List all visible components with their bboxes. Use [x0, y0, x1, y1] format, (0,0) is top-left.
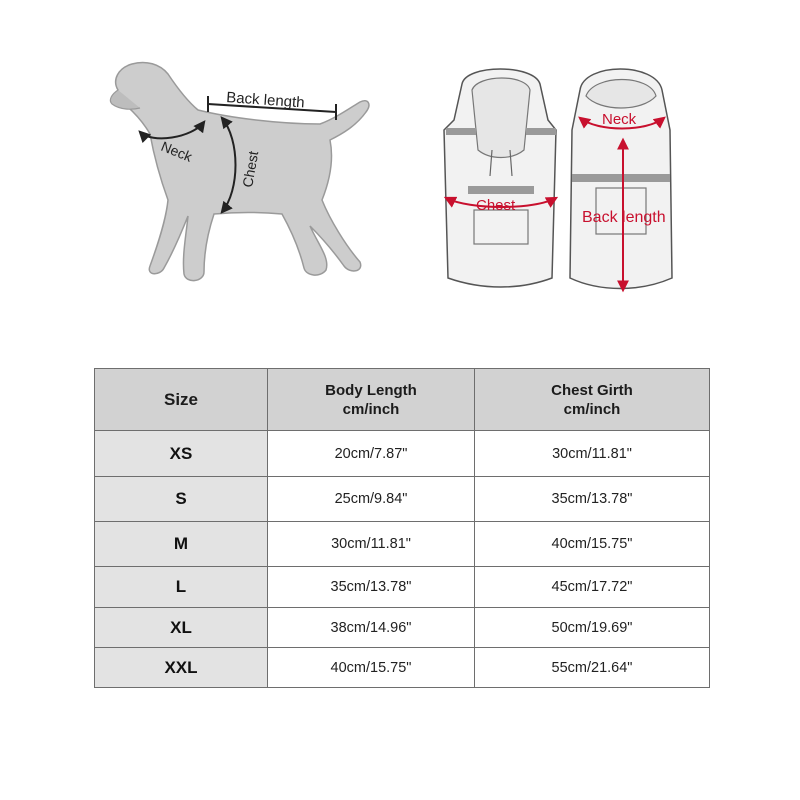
table-row	[95, 477, 710, 522]
coat-back-icon	[570, 69, 672, 289]
size-cell: L	[95, 567, 268, 608]
coat-neck-label: Neck	[602, 111, 637, 128]
size-cell: S	[95, 477, 268, 522]
size-cell: XS	[95, 431, 268, 477]
chest-girth-cell: 40cm/15.75"	[475, 522, 710, 567]
table-row	[95, 567, 710, 608]
dog-back-length-label: Back length	[225, 89, 306, 112]
header-chest-girth-title: Chest Girth	[551, 381, 633, 399]
header-body-length-title: Body Length	[325, 381, 417, 399]
dog-neck-label: Neck	[158, 137, 195, 165]
chest-girth-cell: 35cm/13.78"	[475, 477, 710, 522]
coat-front-icon	[444, 69, 556, 287]
header-chest-girth	[475, 369, 710, 431]
body-length-cell: 40cm/15.75"	[268, 648, 475, 688]
coat-chest-label: Chest	[476, 197, 516, 214]
size-cell: XXL	[95, 648, 268, 688]
header-body-length-unit: cm/inch	[342, 400, 400, 418]
size-table	[94, 368, 710, 688]
body-length-cell: 38cm/14.96"	[268, 608, 475, 648]
header-body-length	[268, 369, 475, 431]
table-row	[95, 522, 710, 567]
chest-girth-cell: 50cm/19.69"	[475, 608, 710, 648]
chest-girth-cell: 55cm/21.64"	[475, 648, 710, 688]
coat-back-length-label: Back length	[582, 209, 666, 226]
body-length-cell: 20cm/7.87"	[268, 431, 475, 477]
body-length-cell: 30cm/11.81"	[268, 522, 475, 567]
chest-girth-cell: 30cm/11.81"	[475, 431, 710, 477]
size-cell: M	[95, 522, 268, 567]
table-row	[95, 608, 710, 648]
header-chest-girth-unit: cm/inch	[563, 400, 621, 418]
body-length-cell: 35cm/13.78"	[268, 567, 475, 608]
size-chart	[94, 368, 709, 688]
table-header-row	[95, 369, 710, 431]
dog-chest-label: Chest	[239, 149, 262, 189]
size-cell: XL	[95, 608, 268, 648]
chest-girth-cell: 45cm/17.72"	[475, 567, 710, 608]
table-row	[95, 648, 710, 688]
body-length-cell: 25cm/9.84"	[268, 477, 475, 522]
header-size: Size	[95, 369, 268, 431]
measurement-illustrations	[0, 0, 800, 320]
table-row	[95, 431, 710, 477]
